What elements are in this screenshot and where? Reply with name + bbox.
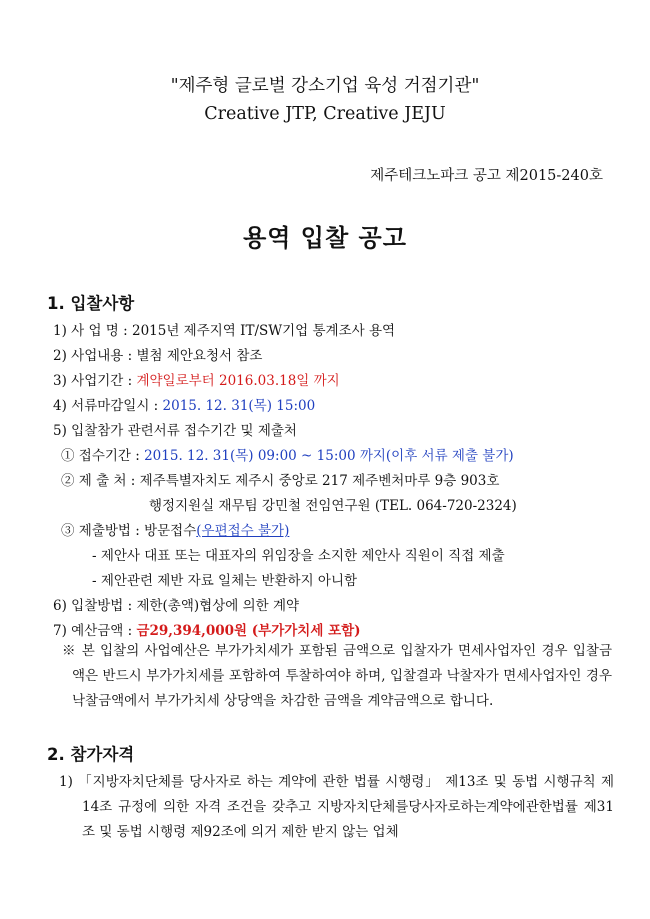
item-label: 2) 사업내용 : bbox=[53, 348, 137, 364]
item-value: 2015년 제주지역 IT/SW기업 통계조사 용역 bbox=[131, 323, 396, 339]
item-value: 방문접수 bbox=[144, 523, 197, 539]
item-value: 금29,394,000원 (부가가치세 포함) bbox=[136, 623, 361, 639]
item-value: 제주특별자치도 제주시 중앙로 217 제주벤처마루 9층 903호 bbox=[139, 473, 500, 489]
sub-submission-contact: 행정지원실 재무팀 강민철 전임연구원 (TEL. 064-720-2324) bbox=[149, 498, 517, 514]
bullet-no-return: - 제안관련 제반 자료 일체는 반환하지 아니함 bbox=[92, 573, 358, 589]
item-deadline bbox=[53, 394, 315, 414]
slogan-en: Creative JTP, Creative JEJU bbox=[204, 104, 446, 124]
section-heading-eligibility: 2. 참가자격 bbox=[47, 745, 135, 764]
item-budget bbox=[53, 619, 361, 639]
item-project-content bbox=[53, 344, 262, 364]
item-value: 제한(총액)협상에 의한 계약 bbox=[136, 598, 300, 614]
notice-number: 제주테크노파크 공고 제2015-240호 bbox=[370, 168, 603, 184]
item-value: 별첨 제안요청서 참조 bbox=[136, 348, 263, 364]
item-label: 3) 사업기간 : bbox=[53, 373, 137, 389]
page-title: 용역 입찰 공고 bbox=[243, 224, 407, 252]
item-value: 2015. 12. 31(목) 09:00 ~ 15:00 까지(이후 서류 제출 불가) bbox=[144, 448, 514, 464]
item-label: ① 접수기간 : bbox=[61, 448, 145, 464]
bullet-direct-submit: - 제안사 대표 또는 대표자의 위임장을 소지한 제안사 직원이 직접 제출 bbox=[92, 548, 505, 564]
item-label: ③ 제출방법 : bbox=[61, 523, 145, 539]
section-heading-bid-items: 1. 입찰사항 bbox=[47, 294, 135, 313]
remark-vat: ※ 본 입찰의 사업예산은 부가가치세가 포함된 금액으로 입찰자가 면세사업자인 경우 입찰금액은 반드시 부가가치세를 포함하여 투찰하여야 하며, 입찰결과 낙찰자가 면세사업자인 경우 낙찰금액에서 부가가치세 상당액을 차감한 금액을 계약금액으로 합니다. bbox=[62, 643, 612, 709]
item-value: 2015. 12. 31(목) 15:00 bbox=[162, 398, 316, 414]
item-label: 1) 사 업 명 : bbox=[53, 323, 132, 339]
slogan: "제주형 글로벌 강소기업 육성 거점기관" bbox=[170, 76, 480, 96]
item-bid-method bbox=[53, 594, 299, 614]
sub-receipt-period bbox=[61, 444, 514, 464]
item-label: 4) 서류마감일시 : bbox=[53, 398, 163, 414]
item-submission-info: 5) 입찰참가 관련서류 접수기간 및 제출처 bbox=[53, 423, 297, 439]
item-note: (우편접수 불가) bbox=[196, 523, 290, 539]
item-label: 6) 입찰방법 : bbox=[53, 598, 137, 614]
sub-submission-place bbox=[61, 469, 499, 489]
item-project-period bbox=[53, 369, 340, 389]
item-value: 계약일로부터 2016.03.18일 까지 bbox=[136, 373, 340, 389]
sub-submission-method bbox=[61, 519, 289, 539]
eligibility-item-1: 1) 「지방자치단체를 당사자로 하는 계약에 관한 법률 시행령」 제13조 및 동법 시행규칙 제14조 규정에 의한 자격 조건을 갖추고 지방자치단체를당사자로하는계약에관한법률 제31조 및 동법 시행령 제92조에 의거 제한 받지 않는 업체 bbox=[59, 774, 614, 840]
item-project-name bbox=[53, 319, 395, 339]
item-label: 7) 예산금액 : bbox=[53, 623, 137, 639]
item-label: ② 제 출 처 : bbox=[61, 473, 140, 489]
